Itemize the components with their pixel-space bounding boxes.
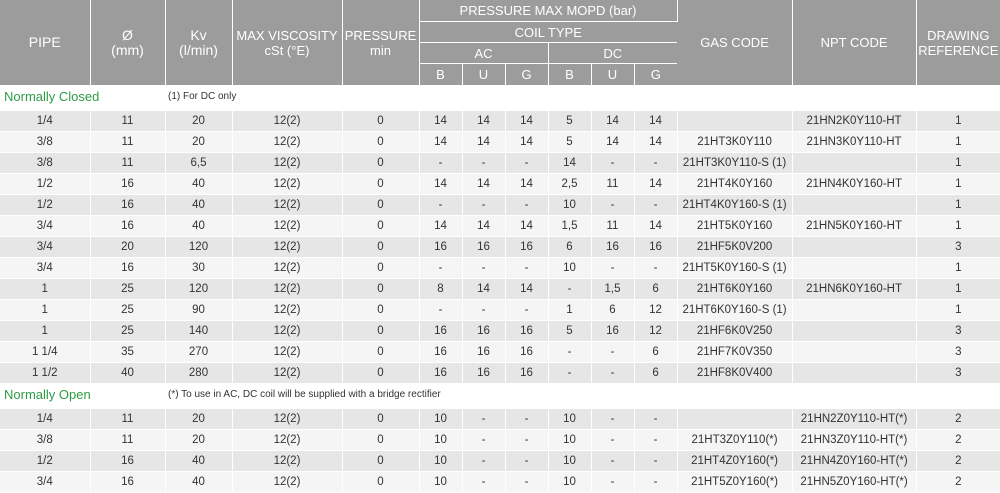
- cell-drawing-reference: 2: [916, 430, 1000, 451]
- cell-drawing-reference: 3: [916, 363, 1000, 384]
- table-row: [0, 195, 1000, 216]
- cell-dc-g: 12: [634, 300, 677, 321]
- cell-diameter: 25: [90, 279, 165, 300]
- cell-kv: 40: [165, 451, 232, 472]
- cell-ac-u: 14: [462, 216, 505, 237]
- cell-dc-b: 10: [548, 409, 591, 430]
- cell-pipe: 1/2: [0, 195, 90, 216]
- cell-kv: 120: [165, 279, 232, 300]
- table-row: [0, 237, 1000, 258]
- cell-dc-u: 16: [591, 321, 634, 342]
- cell-npt-code: 21HN4Z0Y160-HT(*): [792, 451, 916, 472]
- cell-max-viscosity: 12(2): [232, 472, 342, 493]
- cell-kv: 40: [165, 216, 232, 237]
- cell-pressure-min: 0: [342, 174, 419, 195]
- cell-ac-u: 16: [462, 321, 505, 342]
- cell-ac-g: 14: [505, 111, 548, 132]
- cell-ac-u: -: [462, 153, 505, 174]
- cell-pressure-min: 0: [342, 321, 419, 342]
- section-heading-normally-open: [0, 384, 1000, 406]
- cell-pipe: 1/2: [0, 174, 90, 195]
- cell-pressure-min: 0: [342, 472, 419, 493]
- cell-max-viscosity: 12(2): [232, 216, 342, 237]
- cell-kv: 20: [165, 132, 232, 153]
- cell-dc-g: 6: [634, 279, 677, 300]
- cell-ac-b: -: [419, 195, 462, 216]
- cell-gas-code: 21HT5K0Y160-S (1): [677, 258, 792, 279]
- cell-drawing-reference: 1: [916, 300, 1000, 321]
- cell-gas-code: 21HT6K0Y160: [677, 279, 792, 300]
- cell-dc-g: 14: [634, 132, 677, 153]
- table-row: [0, 216, 1000, 237]
- cell-kv: 6,5: [165, 153, 232, 174]
- table-row: [0, 321, 1000, 342]
- cell-kv: 90: [165, 300, 232, 321]
- cell-npt-code: [792, 258, 916, 279]
- cell-ac-g: -: [505, 300, 548, 321]
- cell-ac-b: 10: [419, 430, 462, 451]
- cell-ac-b: -: [419, 153, 462, 174]
- header-npt-code: NPT CODE: [792, 0, 916, 86]
- cell-npt-code: 21HN3Z0Y110-HT(*): [792, 430, 916, 451]
- cell-pipe: 3/4: [0, 472, 90, 493]
- cell-npt-code: [792, 300, 916, 321]
- cell-dc-u: 6: [591, 300, 634, 321]
- cell-max-viscosity: 12(2): [232, 430, 342, 451]
- cell-dc-b: 10: [548, 451, 591, 472]
- cell-dc-b: 10: [548, 195, 591, 216]
- cell-dc-u: 1,5: [591, 279, 634, 300]
- cell-npt-code: [792, 321, 916, 342]
- cell-ac-u: 16: [462, 363, 505, 384]
- cell-pipe: 1: [0, 321, 90, 342]
- cell-npt-code: 21HN5K0Y160-HT: [792, 216, 916, 237]
- cell-gas-code: 21HT3Z0Y110(*): [677, 430, 792, 451]
- cell-dc-u: -: [591, 409, 634, 430]
- cell-drawing-reference: 3: [916, 342, 1000, 363]
- cell-drawing-reference: 3: [916, 321, 1000, 342]
- cell-diameter: 16: [90, 258, 165, 279]
- cell-ac-b: 16: [419, 237, 462, 258]
- cell-ac-g: -: [505, 472, 548, 493]
- cell-max-viscosity: 12(2): [232, 363, 342, 384]
- cell-gas-code: 21HT5Z0Y160(*): [677, 472, 792, 493]
- table-row: [0, 153, 1000, 174]
- cell-gas-code: 21HT3K0Y110-S (1): [677, 153, 792, 174]
- cell-ac-g: -: [505, 195, 548, 216]
- cell-pipe: 1: [0, 300, 90, 321]
- cell-dc-g: -: [634, 153, 677, 174]
- table-row: [0, 363, 1000, 384]
- cell-dc-g: 14: [634, 216, 677, 237]
- header-pipe: PIPE: [0, 0, 90, 86]
- cell-dc-b: -: [548, 363, 591, 384]
- cell-dc-u: -: [591, 342, 634, 363]
- header-ac: AC: [419, 43, 548, 64]
- cell-diameter: 16: [90, 472, 165, 493]
- cell-max-viscosity: 12(2): [232, 111, 342, 132]
- cell-ac-u: 14: [462, 111, 505, 132]
- cell-dc-g: 16: [634, 237, 677, 258]
- cell-dc-b: 6: [548, 237, 591, 258]
- table-row: [0, 409, 1000, 430]
- cell-dc-g: 14: [634, 111, 677, 132]
- cell-ac-b: 16: [419, 363, 462, 384]
- cell-dc-u: 14: [591, 132, 634, 153]
- cell-ac-b: 8: [419, 279, 462, 300]
- cell-dc-b: 5: [548, 321, 591, 342]
- table-row: [0, 430, 1000, 451]
- cell-ac-u: -: [462, 451, 505, 472]
- cell-npt-code: 21HN6K0Y160-HT: [792, 279, 916, 300]
- cell-dc-b: 10: [548, 430, 591, 451]
- header-coil-type: COIL TYPE: [419, 22, 677, 43]
- cell-dc-b: 10: [548, 258, 591, 279]
- cell-ac-g: -: [505, 153, 548, 174]
- cell-ac-u: -: [462, 195, 505, 216]
- cell-dc-b: 5: [548, 111, 591, 132]
- cell-npt-code: 21HN3K0Y110-HT: [792, 132, 916, 153]
- table-row: [0, 300, 1000, 321]
- cell-ac-u: 14: [462, 132, 505, 153]
- cell-dc-b: 2,5: [548, 174, 591, 195]
- cell-pipe: 3/8: [0, 153, 90, 174]
- cell-ac-g: 14: [505, 174, 548, 195]
- cell-drawing-reference: 1: [916, 153, 1000, 174]
- cell-gas-code: [677, 111, 792, 132]
- cell-diameter: 11: [90, 430, 165, 451]
- header-ac-g: G: [505, 64, 548, 86]
- cell-pipe: 1/4: [0, 409, 90, 430]
- header-pressure-min: PRESSURE min: [342, 0, 419, 86]
- cell-ac-u: 14: [462, 279, 505, 300]
- cell-dc-g: -: [634, 409, 677, 430]
- cell-max-viscosity: 12(2): [232, 451, 342, 472]
- header-kv: Kv (l/min): [165, 0, 232, 86]
- cell-dc-b: 1,5: [548, 216, 591, 237]
- cell-gas-code: 21HF8K0V400: [677, 363, 792, 384]
- cell-ac-b: 14: [419, 216, 462, 237]
- cell-dc-b: 1: [548, 300, 591, 321]
- cell-ac-g: -: [505, 451, 548, 472]
- cell-ac-g: -: [505, 409, 548, 430]
- cell-pipe: 3/4: [0, 237, 90, 258]
- cell-max-viscosity: 12(2): [232, 321, 342, 342]
- cell-pipe: 3/4: [0, 258, 90, 279]
- table-row: [0, 472, 1000, 493]
- header-drawing-reference: DRAWING REFERENCE: [916, 0, 1000, 86]
- cell-pipe: 1/4: [0, 111, 90, 132]
- cell-diameter: 16: [90, 174, 165, 195]
- cell-drawing-reference: 1: [916, 195, 1000, 216]
- cell-drawing-reference: 1: [916, 111, 1000, 132]
- cell-max-viscosity: 12(2): [232, 174, 342, 195]
- table-row: [0, 279, 1000, 300]
- cell-diameter: 11: [90, 409, 165, 430]
- header-ac-u: U: [462, 64, 505, 86]
- header-dc-b: B: [548, 64, 591, 86]
- table-row: [0, 111, 1000, 132]
- cell-max-viscosity: 12(2): [232, 279, 342, 300]
- section-note: (1) For DC only: [165, 86, 1000, 108]
- cell-dc-g: 12: [634, 321, 677, 342]
- cell-dc-u: 16: [591, 237, 634, 258]
- cell-dc-g: 14: [634, 174, 677, 195]
- cell-diameter: 20: [90, 237, 165, 258]
- cell-ac-g: 14: [505, 216, 548, 237]
- cell-dc-u: 14: [591, 111, 634, 132]
- cell-dc-u: -: [591, 258, 634, 279]
- cell-drawing-reference: 2: [916, 472, 1000, 493]
- cell-ac-g: -: [505, 258, 548, 279]
- cell-drawing-reference: 2: [916, 409, 1000, 430]
- cell-dc-g: -: [634, 451, 677, 472]
- cell-dc-g: -: [634, 258, 677, 279]
- section-note: (*) To use in AC, DC coil will be supplied with a bridge rectifier: [165, 384, 1000, 406]
- header-dc-g: G: [634, 64, 677, 86]
- cell-ac-b: 10: [419, 451, 462, 472]
- cell-ac-g: 16: [505, 321, 548, 342]
- cell-dc-b: 5: [548, 132, 591, 153]
- cell-pipe: 3/8: [0, 430, 90, 451]
- cell-npt-code: [792, 237, 916, 258]
- header-mopd: PRESSURE MAX MOPD (bar): [419, 0, 677, 22]
- cell-npt-code: 21HN5Z0Y160-HT(*): [792, 472, 916, 493]
- cell-pipe: 3/8: [0, 132, 90, 153]
- cell-dc-u: 11: [591, 174, 634, 195]
- cell-pipe: 1 1/2: [0, 363, 90, 384]
- cell-ac-b: 16: [419, 321, 462, 342]
- cell-kv: 20: [165, 111, 232, 132]
- table-row: [0, 132, 1000, 153]
- cell-pressure-min: 0: [342, 216, 419, 237]
- cell-pressure-min: 0: [342, 195, 419, 216]
- cell-pressure-min: 0: [342, 342, 419, 363]
- cell-drawing-reference: 3: [916, 237, 1000, 258]
- cell-gas-code: 21HT4Z0Y160(*): [677, 451, 792, 472]
- cell-drawing-reference: 1: [916, 216, 1000, 237]
- cell-pressure-min: 0: [342, 363, 419, 384]
- cell-pressure-min: 0: [342, 132, 419, 153]
- cell-gas-code: [677, 409, 792, 430]
- cell-pressure-min: 0: [342, 279, 419, 300]
- cell-ac-g: 16: [505, 342, 548, 363]
- cell-drawing-reference: 1: [916, 258, 1000, 279]
- cell-npt-code: [792, 342, 916, 363]
- cell-diameter: 16: [90, 195, 165, 216]
- section-label: Normally Closed: [0, 86, 165, 108]
- cell-max-viscosity: 12(2): [232, 237, 342, 258]
- cell-pressure-min: 0: [342, 153, 419, 174]
- cell-ac-u: -: [462, 409, 505, 430]
- cell-dc-u: -: [591, 472, 634, 493]
- table-body: [0, 86, 1000, 384]
- cell-ac-g: 14: [505, 279, 548, 300]
- header-max-viscosity: MAX VISCOSITY cSt (°E): [232, 0, 342, 86]
- table-row: [0, 258, 1000, 279]
- cell-diameter: 16: [90, 216, 165, 237]
- cell-pipe: 3/4: [0, 216, 90, 237]
- header-diameter: Ø (mm): [90, 0, 165, 86]
- cell-gas-code: 21HT4K0Y160-S (1): [677, 195, 792, 216]
- cell-ac-b: 10: [419, 472, 462, 493]
- cell-ac-g: -: [505, 430, 548, 451]
- cell-gas-code: 21HF6K0V250: [677, 321, 792, 342]
- cell-gas-code: 21HT6K0Y160-S (1): [677, 300, 792, 321]
- cell-drawing-reference: 1: [916, 132, 1000, 153]
- cell-dc-u: -: [591, 153, 634, 174]
- cell-max-viscosity: 12(2): [232, 195, 342, 216]
- cell-kv: 270: [165, 342, 232, 363]
- cell-kv: 30: [165, 258, 232, 279]
- header-gas-code: GAS CODE: [677, 0, 792, 86]
- cell-kv: 20: [165, 409, 232, 430]
- cell-pipe: 1: [0, 279, 90, 300]
- cell-dc-g: 6: [634, 363, 677, 384]
- section-heading-normally-closed: [0, 86, 1000, 108]
- cell-npt-code: [792, 195, 916, 216]
- cell-dc-u: -: [591, 451, 634, 472]
- cell-ac-b: 10: [419, 409, 462, 430]
- cell-ac-g: 16: [505, 363, 548, 384]
- cell-ac-b: 14: [419, 111, 462, 132]
- cell-npt-code: 21HN4K0Y160-HT: [792, 174, 916, 195]
- cell-ac-b: 14: [419, 174, 462, 195]
- cell-pipe: 1/2: [0, 451, 90, 472]
- cell-diameter: 16: [90, 451, 165, 472]
- cell-drawing-reference: 2: [916, 451, 1000, 472]
- cell-dc-b: 14: [548, 153, 591, 174]
- cell-diameter: 25: [90, 321, 165, 342]
- header-dc: DC: [548, 43, 677, 64]
- cell-gas-code: 21HT3K0Y110: [677, 132, 792, 153]
- header-dc-u: U: [591, 64, 634, 86]
- cell-kv: 280: [165, 363, 232, 384]
- cell-dc-b: -: [548, 342, 591, 363]
- cell-pressure-min: 0: [342, 451, 419, 472]
- cell-gas-code: 21HT4K0Y160: [677, 174, 792, 195]
- cell-pressure-min: 0: [342, 430, 419, 451]
- cell-drawing-reference: 1: [916, 279, 1000, 300]
- cell-pressure-min: 0: [342, 300, 419, 321]
- cell-max-viscosity: 12(2): [232, 132, 342, 153]
- table-row: [0, 174, 1000, 195]
- table-row: [0, 342, 1000, 363]
- table-row: [0, 451, 1000, 472]
- cell-max-viscosity: 12(2): [232, 342, 342, 363]
- cell-dc-u: -: [591, 363, 634, 384]
- cell-ac-u: 14: [462, 174, 505, 195]
- cell-kv: 40: [165, 195, 232, 216]
- cell-pressure-min: 0: [342, 237, 419, 258]
- cell-npt-code: 21HN2K0Y110-HT: [792, 111, 916, 132]
- cell-ac-b: -: [419, 258, 462, 279]
- table-header: [0, 0, 1000, 86]
- cell-dc-g: -: [634, 472, 677, 493]
- cell-kv: 120: [165, 237, 232, 258]
- cell-dc-u: -: [591, 430, 634, 451]
- cell-dc-u: 11: [591, 216, 634, 237]
- section-label: Normally Open: [0, 384, 165, 406]
- cell-kv: 40: [165, 472, 232, 493]
- cell-ac-u: 16: [462, 342, 505, 363]
- cell-ac-g: 16: [505, 237, 548, 258]
- header-ac-b: B: [419, 64, 462, 86]
- cell-dc-b: -: [548, 279, 591, 300]
- cell-max-viscosity: 12(2): [232, 153, 342, 174]
- cell-max-viscosity: 12(2): [232, 409, 342, 430]
- table-body-normally-open: [0, 384, 1000, 493]
- cell-dc-g: -: [634, 430, 677, 451]
- cell-diameter: 11: [90, 153, 165, 174]
- cell-pressure-min: 0: [342, 258, 419, 279]
- cell-pressure-min: 0: [342, 409, 419, 430]
- cell-ac-u: -: [462, 430, 505, 451]
- cell-dc-b: 10: [548, 472, 591, 493]
- cell-npt-code: [792, 153, 916, 174]
- cell-diameter: 35: [90, 342, 165, 363]
- cell-ac-b: 16: [419, 342, 462, 363]
- cell-ac-u: -: [462, 472, 505, 493]
- cell-pressure-min: 0: [342, 111, 419, 132]
- cell-drawing-reference: 1: [916, 174, 1000, 195]
- cell-gas-code: 21HF5K0V200: [677, 237, 792, 258]
- cell-ac-u: -: [462, 258, 505, 279]
- cell-diameter: 40: [90, 363, 165, 384]
- cell-kv: 140: [165, 321, 232, 342]
- cell-diameter: 11: [90, 111, 165, 132]
- cell-ac-u: 16: [462, 237, 505, 258]
- cell-ac-g: 14: [505, 132, 548, 153]
- cell-ac-b: -: [419, 300, 462, 321]
- cell-kv: 20: [165, 430, 232, 451]
- cell-pipe: 1 1/4: [0, 342, 90, 363]
- cell-kv: 40: [165, 174, 232, 195]
- cell-diameter: 11: [90, 132, 165, 153]
- cell-dc-g: 6: [634, 342, 677, 363]
- cell-dc-u: -: [591, 195, 634, 216]
- cell-npt-code: [792, 363, 916, 384]
- cell-ac-u: -: [462, 300, 505, 321]
- cell-max-viscosity: 12(2): [232, 258, 342, 279]
- cell-max-viscosity: 12(2): [232, 300, 342, 321]
- cell-gas-code: 21HT5K0Y160: [677, 216, 792, 237]
- cell-npt-code: 21HN2Z0Y110-HT(*): [792, 409, 916, 430]
- cell-ac-b: 14: [419, 132, 462, 153]
- cell-gas-code: 21HF7K0V350: [677, 342, 792, 363]
- cell-dc-g: -: [634, 195, 677, 216]
- cell-diameter: 25: [90, 300, 165, 321]
